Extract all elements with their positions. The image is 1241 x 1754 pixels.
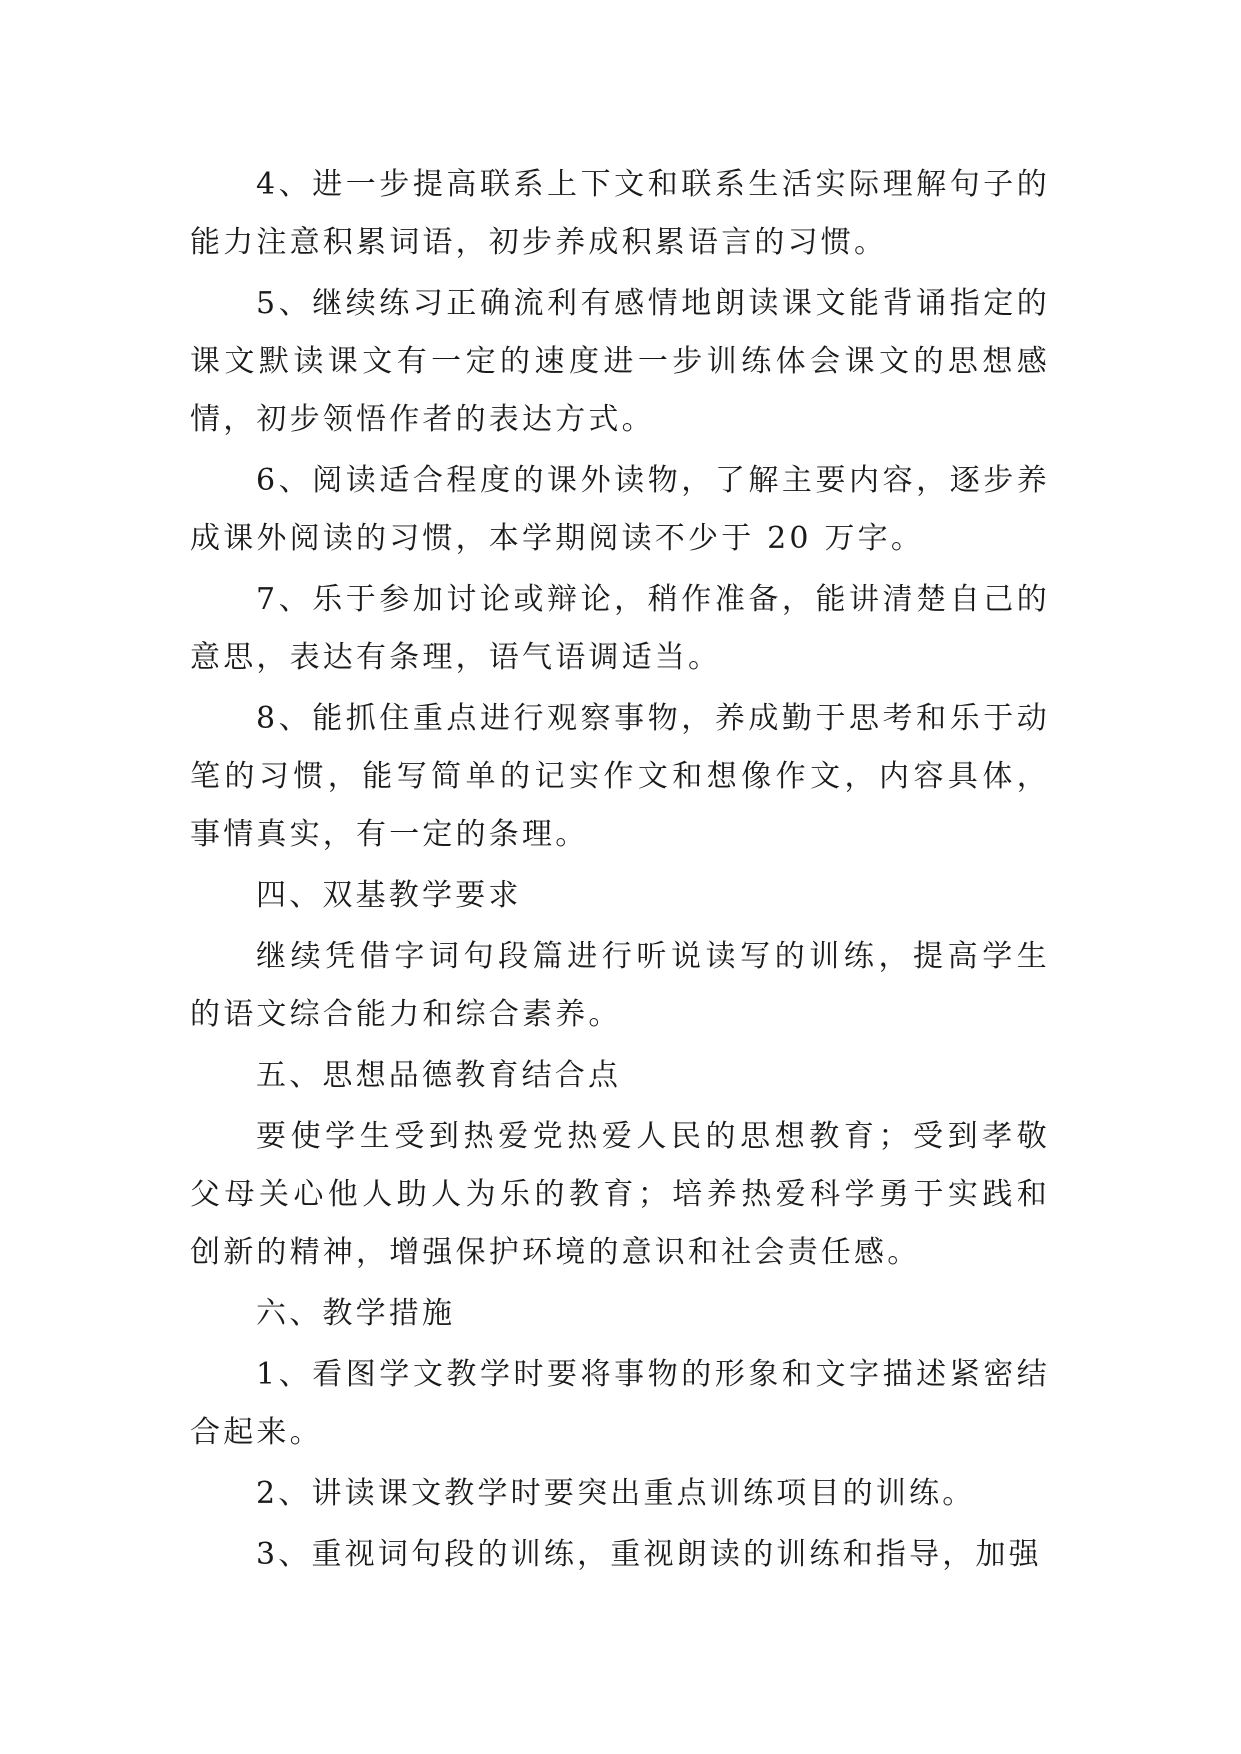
paragraph-measure-1: 1、看图学文教学时要将事物的形象和文字描述紧密结合起来。 (190, 1357, 1050, 1450)
paragraph-goal-8: 8、能抓住重点进行观察事物，养成勤于思考和乐于动笔的习惯，能写简单的记实作文和想像作文，内容具体，事情真实，有一定的条理。 (190, 701, 1050, 852)
paragraph-measure-2: 2、讲读课文教学时要突出重点训练项目的训练。 (256, 1476, 976, 1511)
paragraph-measure-3: 3、重视词句段的训练，重视朗读的训练和指导，加强 (256, 1537, 1042, 1572)
paragraph-goal-6: 6、阅读适合程度的课外读物，了解主要内容，逐步养成课外阅读的习惯，本学期阅读不少于 20 万字。 (190, 463, 1050, 556)
paragraph-goal-7: 7、乐于参加讨论或辩论，稍作准备，能讲清楚自己的意思，表达有条理，语气语调适当。 (190, 582, 1050, 675)
section-heading-moral: 五、思想品德教育结合点 (256, 1058, 622, 1093)
document-body (190, 156, 1050, 1587)
paragraph-basics: 继续凭借字词句段篇进行听说读写的训练，提高学生的语文综合能力和综合素养。 (190, 939, 1050, 1032)
section-heading-measures: 六、教学措施 (256, 1296, 456, 1331)
section-heading-basics: 四、双基教学要求 (256, 878, 522, 913)
paragraph-goal-5: 5、继续练习正确流利有感情地朗读课文能背诵指定的课文默读课文有一定的速度进一步训练体会课文的思想感情，初步领悟作者的表达方式。 (190, 286, 1050, 437)
paragraph-moral: 要使学生受到热爱党热爱人民的思想教育；受到孝敬父母关心他人助人为乐的教育；培养热爱科学勇于实践和创新的精神，增强保护环境的意识和社会责任感。 (190, 1119, 1050, 1270)
paragraph-goal-4: 4、进一步提高联系上下文和联系生活实际理解句子的能力注意积累词语，初步养成积累语言的习惯。 (190, 167, 1050, 260)
